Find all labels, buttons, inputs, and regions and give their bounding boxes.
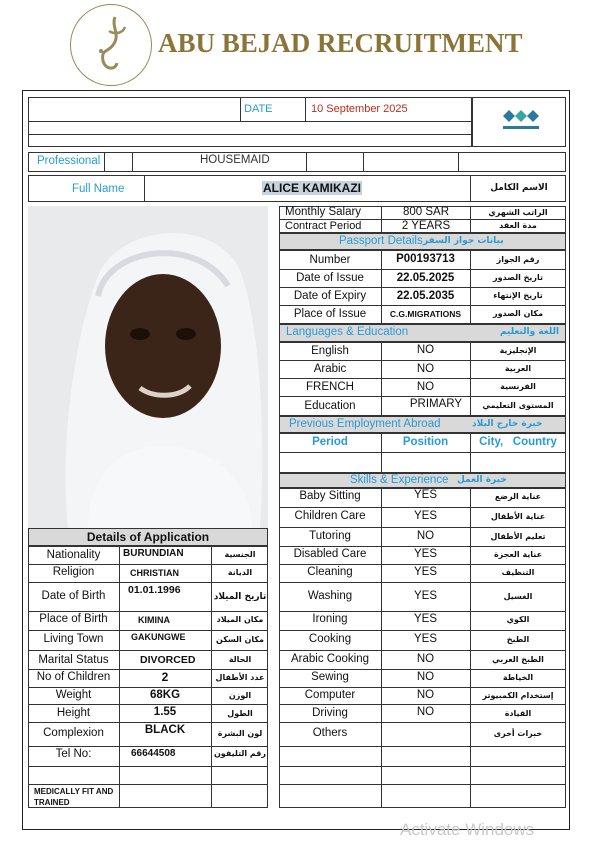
activate-windows-watermark: Activate Windows [400, 820, 535, 839]
skill-cleaning-value: YES [413, 566, 437, 578]
english-value: NO [416, 344, 435, 356]
details-title: Details of Application [86, 530, 210, 544]
place-of-issue-label: Place of Issue [293, 308, 367, 320]
skill-tutoring-ar: تعليم الأطفال [490, 532, 546, 541]
skill-cleaning-ar: التنظيف [501, 568, 535, 577]
weight-ar: الوزن [228, 691, 252, 700]
employment-title-ar: خبرة خارج البلاد [472, 419, 543, 429]
skill-baby-sitting: Baby Sitting [299, 490, 361, 502]
dob-label: Date of Birth [41, 590, 106, 602]
nationality-label: Nationality [46, 549, 101, 561]
complexion-label: Complexion [43, 727, 104, 739]
company-name: ABU BEJAD RECRUITMENT [158, 28, 523, 58]
french-ar: الفرنسية [500, 382, 536, 391]
passport-number-value: P00193713 [396, 253, 455, 265]
place-of-issue-ar: مكان الصدور [492, 309, 544, 318]
children-label: No of Children [36, 671, 111, 683]
skill-children-care-ar: عناية الأطفال [490, 512, 546, 521]
children-ar: عدد الأطفال [215, 673, 265, 682]
place-of-birth-ar: مكان الميلاد [216, 615, 264, 624]
col-period: Period [312, 436, 348, 448]
col-city-country: City, Country [479, 436, 557, 448]
languages-title-ar: اللغة والتعليم [500, 327, 560, 337]
nationality-value: BURUNDIAN [123, 548, 184, 559]
place-of-birth-value: KIMINA [138, 615, 170, 625]
expiry-date-ar: تاريخ الإنتهاء [493, 291, 543, 300]
arabic-label: Arabic [313, 363, 347, 375]
skill-driving-value: NO [416, 706, 435, 718]
medical-note: MEDICALLY FIT AND TRAINED [34, 787, 114, 807]
dob-value: 01.01.1996 [128, 584, 181, 596]
living-town-label: Living Town [43, 633, 104, 645]
complexion-value: BLACK [144, 724, 186, 736]
skills-title: Skills & Experience [350, 474, 449, 486]
skill-arabic-cooking: Arabic Cooking [291, 653, 369, 665]
expiry-date-label: Date of Expiry [293, 290, 367, 302]
issue-date-value: 22.05.2025 [396, 272, 455, 284]
tel-value: 66644508 [131, 748, 176, 759]
children-value: 2 [161, 670, 169, 684]
height-value: 1.55 [153, 706, 177, 718]
skill-ironing: Ironing [312, 613, 348, 625]
skill-others-ar: خبرات أخرى [493, 729, 543, 738]
salary-ar: الراتب الشهري [488, 208, 548, 217]
agency-logo-icon [501, 108, 541, 134]
skill-baby-sitting-ar: عناية الرضع [494, 492, 542, 501]
dob-ar: تاريخ الميلاد [213, 592, 267, 602]
weight-label: Weight [55, 689, 92, 701]
marital-status-value: DIVORCED [140, 654, 196, 666]
skill-cooking: Cooking [308, 633, 352, 645]
weight-value: 68KG [149, 689, 181, 701]
contract-period-label: Contract Period [285, 220, 362, 232]
education-ar: المستوى التعليمي [482, 401, 554, 410]
skill-washing-value: YES [413, 590, 437, 602]
education-value: PRIMARY [409, 398, 463, 410]
salary-label: Monthly Salary [285, 206, 362, 218]
skill-sewing-ar: الخياطة [502, 673, 534, 682]
skill-ironing-value: YES [413, 613, 437, 625]
complexion-ar: لون البشرة [217, 729, 263, 738]
skill-driving: Driving [312, 707, 348, 719]
date-label: DATE [244, 103, 273, 115]
full-name-label: Full Name [72, 183, 125, 195]
skill-others: Others [312, 727, 348, 739]
height-ar: الطول [227, 709, 253, 718]
passport-title-ar: بيانات جواز السفر [423, 236, 504, 246]
nationality-ar: الجنسية [224, 550, 256, 559]
skill-children-care-value: YES [413, 510, 437, 522]
skill-computer-ar: إستخدام الكمبيوتر [482, 691, 554, 700]
salary-value: 800 SAR [402, 206, 450, 218]
applicant-photo [28, 206, 268, 528]
marital-status-label: Marital Status [38, 654, 109, 666]
skill-children-care: Children Care [294, 510, 366, 522]
english-ar: الإنجليزية [499, 346, 537, 355]
religion-value: CHRISTIAN [130, 568, 179, 578]
passport-number-label: Number [309, 254, 351, 266]
agency-logo-box [472, 97, 566, 147]
skill-sewing: Sewing [311, 671, 349, 683]
tel-label: Tel No: [55, 748, 92, 760]
skill-cooking-value: YES [413, 633, 437, 645]
skill-disabled-care-value: YES [413, 548, 437, 560]
skill-computer-value: NO [416, 689, 435, 701]
contract-period-value: 2 YEARS [401, 220, 451, 232]
skill-computer: Computer [304, 689, 356, 701]
living-town-ar: مكان السكن [216, 635, 264, 644]
skill-tutoring: Tutoring [309, 530, 351, 542]
profession-value: HOUSEMAID [200, 154, 270, 166]
skill-cooking-ar: الطبخ [506, 635, 530, 644]
professional-label: Professional [37, 155, 101, 167]
skill-disabled-care: Disabled Care [293, 548, 367, 560]
living-town-value: GAKUNGWE [131, 632, 186, 642]
place-of-birth-label: Place of Birth [39, 613, 108, 625]
full-name-value: ALICE KAMIKAZI [263, 181, 361, 195]
arabic-ar: العربية [504, 364, 532, 373]
height-label: Height [56, 707, 91, 719]
tel-ar: رقم التليفون [213, 749, 267, 758]
issue-date-label: Date of Issue [296, 272, 364, 284]
expiry-date-value: 22.05.2035 [396, 290, 455, 302]
contract-period-ar: مدة العقد [499, 221, 537, 230]
passport-title: Passport Details [339, 235, 423, 247]
full-name-ar: الاسم الكامل [490, 183, 548, 193]
company-logo [70, 4, 152, 86]
french-label: FRENCH [306, 381, 354, 393]
skill-arabic-cooking-value: NO [416, 653, 435, 665]
issue-date-ar: تاريخ الصدور [493, 273, 543, 282]
skill-driving-ar: القيادة [504, 709, 532, 718]
english-label: English [311, 345, 349, 357]
religion-ar: الديانة [227, 568, 253, 577]
professional-row [28, 152, 566, 172]
skill-baby-sitting-value: YES [413, 489, 437, 501]
skill-washing: Washing [307, 590, 353, 602]
education-label: Education [304, 400, 356, 412]
date-value: 10 September 2025 [311, 103, 408, 115]
arabic-value: NO [416, 363, 435, 375]
place-of-issue-value: C.G.MIGRATIONS [389, 309, 462, 319]
skill-cleaning: Cleaning [307, 566, 353, 578]
languages-title: Languages & Education [286, 326, 409, 338]
employment-title: Previous Employment Abroad [289, 418, 441, 430]
skill-tutoring-value: NO [416, 530, 435, 542]
skill-disabled-care-ar: عناية العجزة [493, 550, 543, 559]
skill-ironing-ar: الكوي [506, 615, 530, 624]
skill-arabic-cooking-ar: الطبخ العربي [492, 655, 544, 664]
skills-title-ar: خبرة العمل [457, 475, 507, 485]
marital-status-ar: الحالة [228, 655, 252, 664]
religion-label: Religion [52, 566, 95, 578]
col-position: Position [402, 436, 449, 448]
passport-number-ar: رقم الجواز [496, 255, 540, 264]
skill-washing-ar: الغسيل [503, 592, 533, 601]
french-value: NO [416, 381, 435, 393]
skill-sewing-value: NO [416, 671, 435, 683]
